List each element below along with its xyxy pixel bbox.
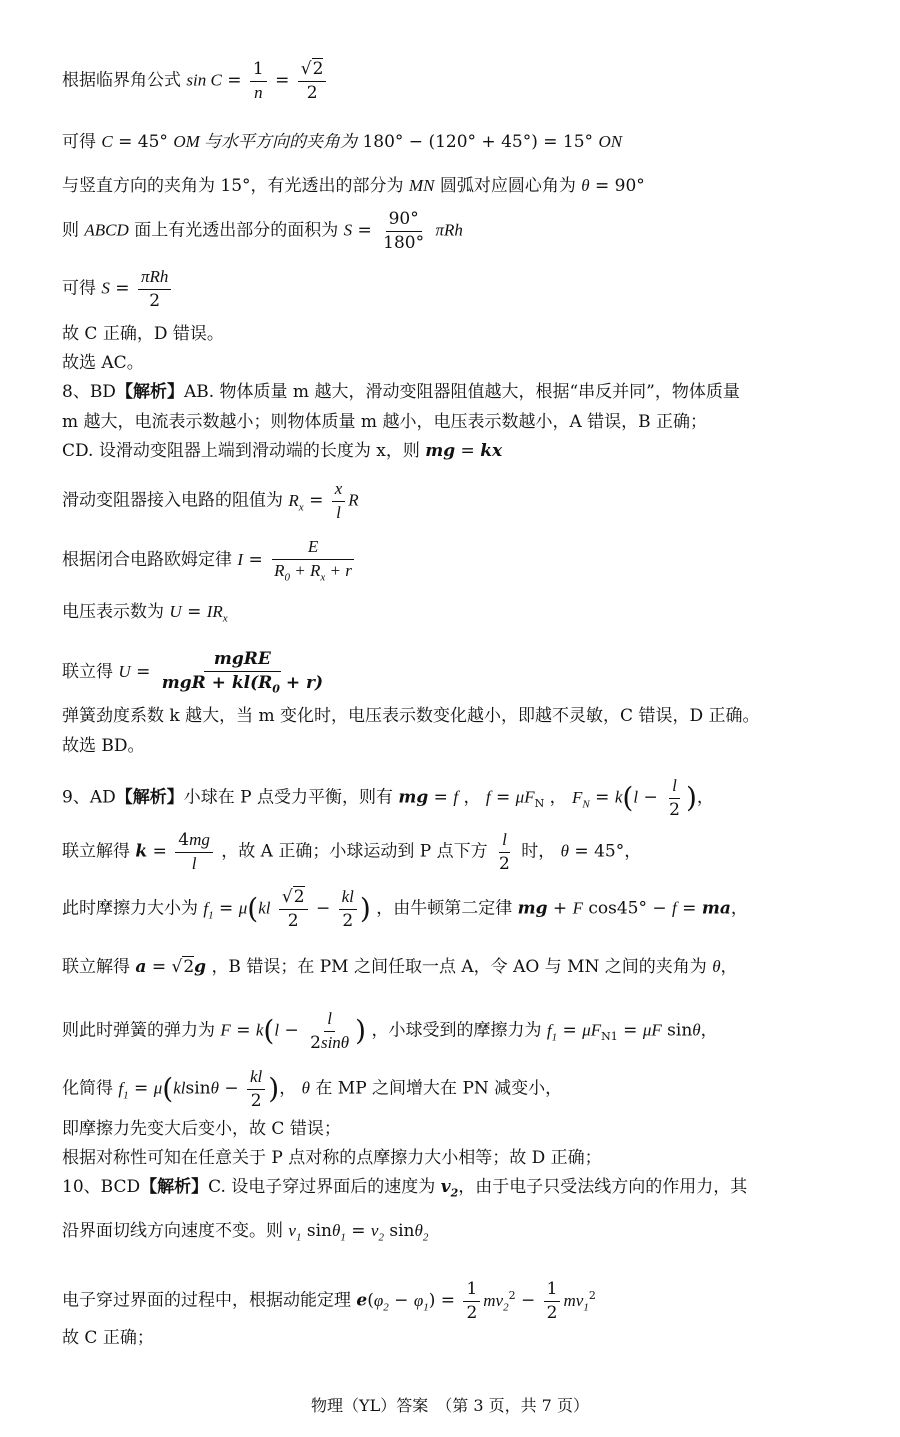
line-tangential: 沿界面切线方向速度不变。则 $v_1$ $\sin\theta_1 = v_2$ sinθ$_2$: [62, 1221, 429, 1244]
line-q8-answer: 故选 BD。: [62, 736, 145, 756]
line-q8-conclusion: 弹簧劲度系数 k 越大，当 m 变化时，电压表示数变化越小，即越不灵敏，C 错误，D 正确。: [62, 706, 760, 726]
line-friction: 此时摩擦力大小为 $f_1 = \mu(kl$ $\frac{√2}{2}$ − $\frac{kl}{2}$ ) ，由牛顿第二定律 mg + F cos45° − f = ma，: [62, 887, 748, 931]
line-q7-answer: 故选 AC。: [62, 353, 144, 373]
line-energy: 电子穿过界面的过程中，根据动能定理 $e(\varphi_2 - \varphi_1)$ = $\frac{1}{2}$ $mv_2^2$ − $\frac{1}{2}$ $mv_1^2$: [62, 1279, 596, 1323]
line-q8-start: 8、BD【解析】AB. 物体质量 m 越大，滑动变阻器阻值越大，根据“串反并同”，物体质量: [62, 382, 740, 402]
line-angle-result: 可得 C = 45° OM 与水平方向的夹角为 180° − (120° + 45°) = 15° ON: [62, 132, 623, 152]
line-combined-u: 联立得 U = $\frac{\text{mgRE}}{mgR + kl(R_0 + r)}$: [62, 649, 323, 696]
line-rx: 滑动变阻器接入电路的阻值为 $R_x$ = $\frac{x}{l}$ R: [62, 479, 359, 522]
line-voltage: 电压表示数为 $U = IR_x$: [62, 602, 228, 625]
line-acceleration: 联立解得 a = √2g ，B 错误；在 PM 之间任取一点 A，令 AO 与 MN 之间的夹角为 θ，: [62, 957, 738, 977]
line-spring-force: 则此时弹簧的弹力为 F = k(l − $\frac{l}{2\sin\theta}$ ) ，小球受到的摩擦力为 $f_1 = \mu F_{N1} = \mu F$ sinθ，: [62, 1009, 718, 1053]
line-q8-cd: CD. 设滑动变阻器上端到滑动端的长度为 x，则 mg = kx: [62, 441, 503, 461]
line-critical-angle: 根据临界角公式 sin C = $\frac{1}{n}$ = $\frac{√2}{2}$: [62, 60, 329, 102]
line-ohm-law: 根据闭合电路欧姆定律 I = $\frac{E}{R_0 + R_x + r}$: [62, 538, 358, 583]
line-q9-start: 9、AD【解析】小球在 P 点受力平衡，则有 mg = f ， $f = \mu F_N$ ， $F_N = k(l$ − $\frac{l}{2}$ )，: [62, 776, 714, 820]
line-area-formula: 则 ABCD 面上有光透出部分的面积为 S = $\frac{90^\circ}{180^\circ}$ πRh: [62, 209, 463, 253]
page-footer: 物理（YL）答案 （第 3 页，共 7 页）: [311, 1396, 589, 1415]
line-vertical-angle: 与竖直方向的夹角为 15°，有光透出的部分为 MN 圆弧对应圆心角为 θ = 90°: [62, 176, 645, 196]
line-q7-conclusion: 故 C 正确，D 错误。: [62, 324, 224, 344]
line-k-result: 联立解得 k = $\frac{4mg}{l}$ ，故 A 正确；小球运动到 P 点下方 $\frac{l}{2}$ 时， θ = 45°，: [62, 830, 642, 874]
line-q9-c: 即摩擦力先变大后变小，故 C 错误；: [62, 1119, 341, 1139]
line-simplified: 化简得 $f_1 = \mu(klsin\theta$ − $\frac{kl}{2}$ )， θ 在 MP 之间增大在 PN 减变小，: [62, 1067, 563, 1111]
line-area-result: 可得 S = $\frac{\text{πRh}}{2}$: [62, 268, 174, 310]
line-q10-start: 10、BCD【解析】C. 设电子穿过界面后的速度为 $v_2$，由于电子只受法线方向的作用力，其: [62, 1177, 748, 1200]
line-q10-c: 故 C 正确；: [62, 1328, 154, 1348]
line-q8-ab: m 越大，电流表示数越小；则物体质量 m 越小，电压表示数越小，A 错误，B 正确；: [62, 412, 708, 432]
line-q9-d: 根据对称性可知在任意关于 P 点对称的点摩擦力大小相等；故 D 正确；: [62, 1148, 602, 1168]
